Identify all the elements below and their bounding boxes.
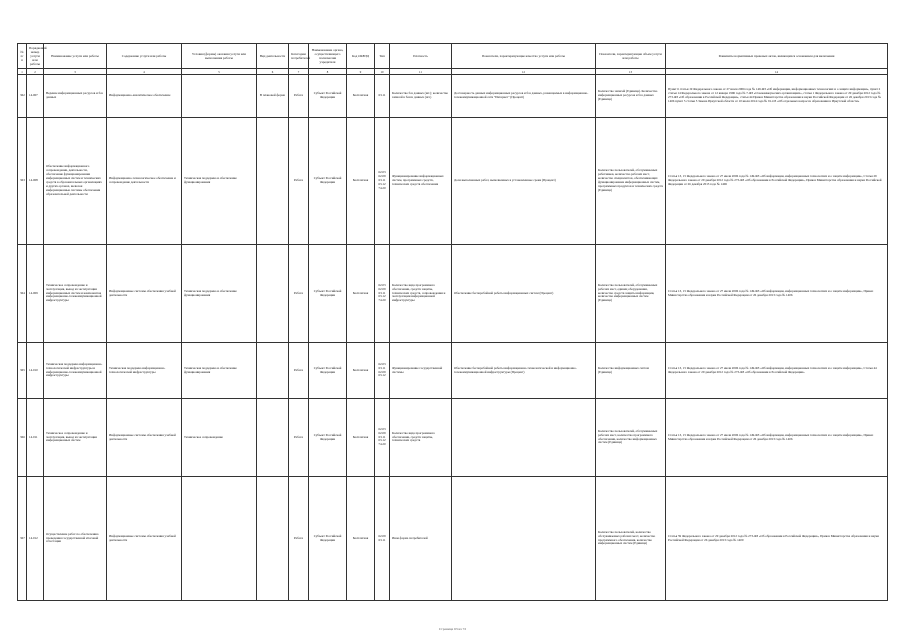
legal-acts: Статья 13, 15 Федерального закона от 27 июля 2006 года № 149-ФЗ «Об информации, информационных технологиях и о защите информации», Статья 44 Федерального закона от 29 декабря 2012 года № 273-ФЗ «Об образовании в Российской Федерации» [666, 343, 888, 399]
col-header-founder: Наименование органа, осуществляющего полномочия учредителя [309, 44, 347, 69]
okved-cell: Бесплатная [347, 343, 375, 399]
service-form: Техническое сопровождение [182, 399, 257, 477]
volume-indicator: Количество пользователей, количество обслуживаемых рабочих мест, количество программного обеспечения, количество информационных систем (Единица) [596, 477, 666, 601]
okved-codes: 62.03 62.09 63.11 63.12 74.20 [375, 245, 390, 343]
quality-indicator [452, 477, 596, 601]
okved-codes: 62.03 63.11 62.09 63.12 [375, 343, 390, 399]
activity-cell [257, 118, 289, 245]
service-form [182, 477, 257, 601]
category-cell: Работа [289, 477, 309, 601]
service-name: Обеспечение информационного сопровождения, деятельности, обеспечение функционирования информационных систем и технических средств в образовательных организациях и других органах, включая информационные системы обеспечения образовательной деятельности [44, 118, 107, 245]
volume-indicator: Количество пользователей, обслуживаемых рабочих мест, единиц оборудования, количество средств защиты информации, количество информационных систем (Единица) [596, 245, 666, 343]
service-code: 14.011 [27, 399, 44, 477]
service-content: Информационно-технологическое обеспечение и сопровождение деятельности [107, 118, 182, 245]
legal-acts: Пункт 6 статьи 19 Федерального закона от 27 июля 2006 года № 149-ФЗ «Об информации, информационных технологиях и о защите информации», пункт 2 статьи 14 Федерального закона от 12 января 1996 года № 7-ФЗ «О некоммерческих организациях», статья 1 Федерального закона от 29 декабря 2012 года № 273-ФЗ «Об образовании в Российской Федерации», статья 44 Приказ Министерства образования и науки Российской Федерации от 26 декабря 2013 года № 1406 пункт 5 статьи 5 Закона Иркутской области от 10 июля 2014 года № 91-ОЗ «Об отдельных вопросах образования в Иркутской области» [666, 75, 888, 118]
service-code: 14.008 [27, 118, 44, 245]
table-row [18, 343, 888, 399]
activity-cell [257, 245, 289, 343]
okved-cell: Бесплатная [347, 245, 375, 343]
service-form: Техническая поддержка и обеспечение функционирования [182, 118, 257, 245]
table-row [18, 399, 888, 477]
category-cell: Работа [289, 399, 309, 477]
service-code: 14.010 [27, 343, 44, 399]
service-form [182, 75, 257, 118]
row-number: 363 [18, 118, 27, 245]
legal-acts: Статья 13, 15 Федерального закона от 27 июля 2006 года № 149-ФЗ «Об информации, информационных технологиях и о защите информации», Приказ Министерства образования и науки Российской Федерации от 26 декабря 2013 года № 1406 [666, 399, 888, 477]
okved-codes: 63.11 [375, 75, 390, 118]
col-header-volume: Показатели, характеризующие объем услуги или работы [596, 44, 666, 69]
col-number: 5 [182, 69, 257, 75]
table-body [18, 75, 888, 601]
col-number: 14 [666, 69, 888, 75]
service-code: 14.012 [27, 477, 44, 601]
okved-codes: 62.03 62.09 63.11 63.12 74.20 [375, 118, 390, 245]
paid-cell: Количество баз данных (шт.); количество записей в базах данных (шт.) [390, 75, 452, 118]
col-number: 1 [18, 69, 27, 75]
activity-cell: В плановой форме [257, 75, 289, 118]
col-number: 8 [309, 69, 347, 75]
col-number: 13 [596, 69, 666, 75]
header-row [18, 44, 888, 69]
founder-cell: Субъект Российской Федерации [309, 118, 347, 245]
activity-cell [257, 343, 289, 399]
okved-codes: 62.09 63.11 [375, 477, 390, 601]
row-number: 365 [18, 343, 27, 399]
quality-indicator: Обеспечение бесперебойной работы информационно-технологической и информационно-телекоммуникационной инфраструктуры (Процент) [452, 343, 596, 399]
service-name: Ведение информационных ресурсов и баз данных [44, 75, 107, 118]
activity-cell [257, 477, 289, 601]
col-number: 3 [44, 69, 107, 75]
volume-indicator: Количество записей (Единица). Количество информационных ресурсов и баз данных (Единица) [596, 75, 666, 118]
col-number: 4 [107, 69, 182, 75]
category-cell: Работа [289, 75, 309, 118]
col-header-form: Условия (формы) оказания услуги или выполнения работы [182, 44, 257, 69]
row-number: 367 [18, 477, 27, 601]
table-row [18, 118, 888, 245]
service-content: Информационные системы обеспечения учебной деятельности [107, 477, 182, 601]
quality-indicator: Доля выполненных работ, выполненных в установленные сроки (Процент) [452, 118, 596, 245]
service-content: Информационные системы обеспечения учебной деятельности [107, 399, 182, 477]
founder-cell: Субъект Российской Федерации [309, 343, 347, 399]
service-content: Информационно-аналитическое обеспечение [107, 75, 182, 118]
category-cell: Работа [289, 118, 309, 245]
service-content: Информационные системы обеспечения учебной деятельности [107, 245, 182, 343]
col-number: 2 [27, 69, 44, 75]
service-content: Техническая поддержка информационно-технологической инфраструктуры [107, 343, 182, 399]
quality-indicator: Обеспечение бесперебойной работы информационных систем (Процент) [452, 245, 596, 343]
service-form: Техническая поддержка и обеспечение функционирования [182, 245, 257, 343]
row-number: 366 [18, 399, 27, 477]
okved-cell: Бесплатная [347, 399, 375, 477]
paid-cell: Количество вида программного обеспечения, средств защиты, технических средств, сопровождения и эксплуатации информационной инфраструктуры [390, 245, 452, 343]
col-number: 9 [347, 69, 375, 75]
service-name: Техническое сопровождение и эксплуатация, вывод из эксплуатации информационных систем и компонентов информационно-телекоммуникационной инфраструктуры [44, 245, 107, 343]
volume-indicator: Количество пользователей, обслуживаемых работников, количество рабочих мест, количество специалистов, обеспечивающих функционирование информационных систем, программных продуктов и технических средств (Единица) [596, 118, 666, 245]
col-header-acts: Реквизиты нормативных правовых актов, являющихся основанием для включения [666, 44, 888, 69]
service-name: Техническое сопровождение и эксплуатация, вывод из эксплуатации информационных систем [44, 399, 107, 477]
col-number: 6 [257, 69, 289, 75]
service-code: 14.009 [27, 245, 44, 343]
legal-acts: Статья 13, 15 Федерального закона от 27 июля 2006 года № 149-ФЗ «Об информации, информационных технологиях и о защите информации», Статья 29 Федерального закона от 29 декабря 2012 года № 273-ФЗ «Об образовании в Российской Федерации», Приказ Министерства образования и науки Российской Федерации от 26 декабря 2013 года № 1406 [666, 118, 888, 245]
okved-cell: Бесплатная [347, 477, 375, 601]
quality-indicator: Достоверность данных информационных ресурсов и баз данных, размещаемых в информационно-телекоммуникационной сети "Интернет" (Процент) [452, 75, 596, 118]
paid-cell: Иная форма потребителей [390, 477, 452, 601]
category-cell: Работа [289, 245, 309, 343]
okved-codes: 62.03 62.09 63.11 63.12 74.20 [375, 399, 390, 477]
service-name: Осуществление работ по обеспечению проведения государственной итоговой аттестации [44, 477, 107, 601]
founder-cell: Субъект Российской Федерации [309, 245, 347, 343]
volume-indicator: Количество пользователей, обслуживаемых рабочих мест, количество программного обеспечения, количество информационных систем (Единица) [596, 399, 666, 477]
legal-acts: Статья 59 Федерального закона от 29 декабря 2012 года № 273-ФЗ «Об образовании в Российской Федерации», Приказ Министерства образования и науки Российской Федерации от 26 декабря 2013 года № 1400 [666, 477, 888, 601]
col-number: 7 [289, 69, 309, 75]
paid-cell: Количество вида программного обеспечения, средств защиты, технических средств [390, 399, 452, 477]
col-header-name: Наименование услуги или работы [44, 44, 107, 69]
service-code: 14.007 [27, 75, 44, 118]
col-number: 11 [390, 69, 452, 75]
category-cell: Работа [289, 343, 309, 399]
paid-cell: Функционирование государственной системы [390, 343, 452, 399]
col-header-num: № п/п [18, 44, 27, 69]
service-name: Техническая поддержка информационно-технологической инфраструктуры и информационно-телекоммуникационной инфраструктуры [44, 343, 107, 399]
row-number: 362 [18, 75, 27, 118]
row-number: 364 [18, 245, 27, 343]
col-number: 10 [375, 69, 390, 75]
founder-cell: Субъект Российской Федерации [309, 477, 347, 601]
col-header-okved: Код ОКВЭД [347, 44, 375, 69]
okved-cell: Бесплатная [347, 75, 375, 118]
col-header-quality: Показатели, характеризующие качество услуги или работы [452, 44, 596, 69]
col-header-code: Порядковый номер услуги или работы [27, 44, 44, 69]
page-footer: Страница 63 из 72 [438, 627, 467, 631]
col-header-activity: Вид деятельности [257, 44, 289, 69]
activity-cell [257, 399, 289, 477]
col-header-category: Категории потребителей [289, 44, 309, 69]
registry-table [17, 43, 888, 601]
table-row [18, 75, 888, 118]
founder-cell: Субъект Российской Федерации [309, 399, 347, 477]
okved-cell: Бесплатная [347, 118, 375, 245]
paid-cell: Функционирование информационных систем, программных средств, технических средств обеспечения [390, 118, 452, 245]
legal-acts: Статья 13, 15 Федерального закона от 27 июля 2006 года № 149-ФЗ «Об информации, информационных технологиях и о защите информации», Приказ Министерства образования и науки Российской Федерации от 26 декабря 2013 года № 1406 [666, 245, 888, 343]
volume-indicator: Количество информационных систем (Единица) [596, 343, 666, 399]
table-row [18, 477, 888, 601]
founder-cell: Субъект Российской Федерации [309, 75, 347, 118]
table-row [18, 245, 888, 343]
quality-indicator [452, 399, 596, 477]
col-header-type: Тип [375, 44, 390, 69]
col-number: 12 [452, 69, 596, 75]
col-header-paid: Платность [390, 44, 452, 69]
col-header-content: Содержание услуги или работы [107, 44, 182, 69]
service-form: Техническая поддержка и обеспечение функционирования [182, 343, 257, 399]
